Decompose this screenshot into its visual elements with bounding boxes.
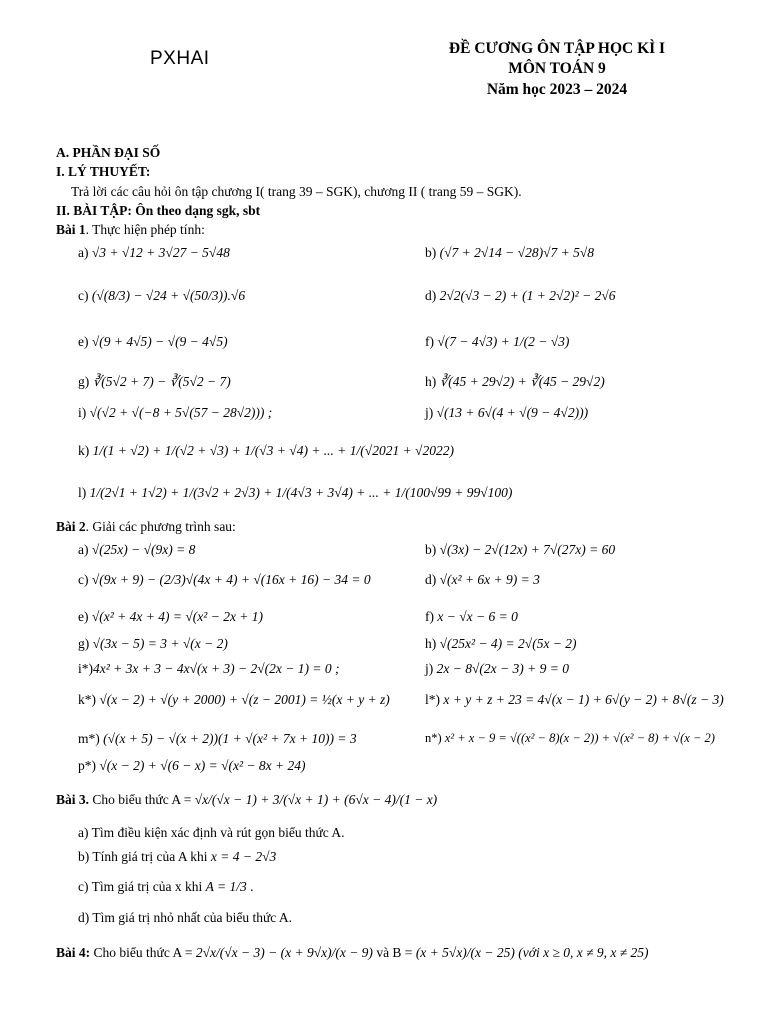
bai1-item-h: h) ∛(45 + 29√2) + ∛(45 − 29√2) [425, 374, 605, 389]
bai1-expr-c: (√(8/3) − √24 + √(50/3)).√6 [91, 288, 246, 303]
bai1-item-l: l) 1/(2√1 + 1√2) + 1/(3√2 + 2√3) + 1/(4√3 + 3√4) + ... + 1/(100√99 + 99√100) [78, 485, 513, 500]
logo-text: PXHAI [150, 48, 210, 69]
bai2-intro: . Giải các phương trình sau: [85, 519, 236, 534]
bai1-expr-b: (√7 + 2√14 − √28)√7 + 5√8 [439, 245, 594, 260]
bai1-expr-j: √(13 + 6√(4 + √(9 − 4√2))) [436, 405, 589, 420]
bai2-item-e: e) √(x² + 4x + 4) = √(x² − 2x + 1) [78, 609, 264, 624]
bai1-expr-l: 1/(2√1 + 1√2) + 1/(3√2 + 2√3) + 1/(4√3 + 3√4) + ... + 1/(100√99 + 99√100) [89, 485, 513, 500]
bai1-item-j: j) √(13 + 6√(4 + √(9 − 4√2))) [425, 405, 589, 420]
bai2-label: Bài 2 [56, 519, 86, 534]
bai1-expr-k: 1/(1 + √2) + 1/(√2 + √3) + 1/(√3 + √4) + ... + 1/(√2021 + √2022) [92, 443, 454, 458]
bai2-item-h: h) √(25x² − 4) = 2√(5x − 2) [425, 636, 577, 651]
bai4-condition: (với x ≥ 0, x ≠ 9, x ≠ 25) [518, 945, 649, 960]
bai2-expr-i: 4x² + 3x + 3 − 4x√(x + 3) − 2√(2x − 1) = 0 ; [93, 661, 340, 676]
bai2-expr-g: √(3x − 5) = 3 + √(x − 2) [92, 636, 228, 651]
bai2-item-m: m*) (√(x + 5) − √(x + 2))(1 + √(x² + 7x + 10)) = 3 [78, 731, 357, 746]
bai1-expr-i: √(√2 + √(−8 + 5√(57 − 28√2))) ; [89, 405, 273, 420]
bai2-expr-b: √(3x) − 2√(12x) + 7√(27x) = 60 [439, 542, 616, 557]
bai4-label: Bài 4: [56, 945, 91, 960]
bai1-expr-a: √3 + √12 + 3√27 − 5√48 [91, 245, 230, 260]
bai1-expr-d: 2√2(√3 − 2) + (1 + 2√2)² − 2√6 [439, 288, 616, 303]
bai3-intro: Cho biểu thức A = [92, 792, 192, 807]
bai1-item-i: i) √(√2 + √(−8 + 5√(57 − 28√2))) ; [78, 405, 273, 420]
bai3-label: Bài 3. [56, 792, 90, 807]
bai2-item-c: c) √(9x + 9) − (2/3)√(4x + 4) + √(16x + 16) − 34 = 0 [78, 572, 371, 587]
bai1-heading [56, 222, 205, 238]
bai4-intro: Cho biểu thức A = [93, 945, 193, 960]
bai1-item-f: f) √(7 − 4√3) + 1/(2 − √3) [425, 334, 570, 349]
bai4-expr-b: (x + 5√x)/(x − 25) [415, 945, 515, 960]
bai4-expr-a: 2√x/(√x − 3) − (x + 9√x)/(x − 9) [195, 945, 373, 960]
theory-text: Trả lời các câu hỏi ôn tập chương I( trang 39 – SGK), chương II ( trang 59 – SGK). [71, 184, 522, 199]
bai3-heading [56, 792, 437, 808]
bai2-item-k: k*) √(x − 2) + √(y + 2000) + √(z − 2001) = ½(x + y + z) [78, 692, 390, 707]
bai4-and-b: và B = [376, 945, 413, 960]
bai3-expr: √x/(√x − 1) + 3/(√x + 1) + (6√x − 4)/(1 − x) [194, 792, 438, 807]
bai1-intro: . Thực hiện phép tính: [85, 222, 205, 237]
bai1-item-a: a) √3 + √12 + 3√27 − 5√48 [78, 245, 230, 260]
exercises-heading: II. BÀI TẬP: Ôn theo dạng sgk, sbt [56, 203, 261, 218]
doc-title-line1: ĐỀ CƯƠNG ÔN TẬP HỌC KÌ I [448, 40, 666, 57]
bai2-expr-p: √(x − 2) + √(6 − x) = √(x² − 8x + 24) [99, 758, 306, 773]
doc-title-line2: MÔN TOÁN 9 [508, 60, 606, 77]
bai2-item-i: i*)4x² + 3x + 3 − 4x√(x + 3) − 2√(2x − 1) = 0 ; [78, 661, 340, 676]
bai2-expr-k: √(x − 2) + √(y + 2000) + √(z − 2001) = ½(x + y + z) [99, 692, 390, 707]
bai2-expr-c: √(9x + 9) − (2/3)√(4x + 4) + √(16x + 16) − 34 = 0 [91, 572, 371, 587]
section-part-a: A. PHẦN ĐẠI SỐ [56, 145, 161, 160]
bai1-item-e: e) √(9 + 4√5) − √(9 − 4√5) [78, 334, 228, 349]
bai2-expr-a: √(25x) − √(9x) = 8 [91, 542, 196, 557]
bai1-item-c: c) (√(8/3) − √24 + √(50/3)).√6 [78, 288, 246, 303]
bai2-expr-h: √(25x² − 4) = 2√(5x − 2) [439, 636, 577, 651]
bai2-expr-j: 2x − 8√(2x − 3) + 9 = 0 [436, 661, 569, 676]
bai2-item-a: a) √(25x) − √(9x) = 8 [78, 542, 196, 557]
doc-title-line3: Năm học 2023 – 2024 [486, 81, 628, 98]
bai2-heading [56, 519, 236, 535]
bai1-item-k: k) 1/(1 + √2) + 1/(√2 + √3) + 1/(√3 + √4) + ... + 1/(√2021 + √2022) [78, 443, 454, 458]
bai2-item-n: n*) x² + x − 9 = √((x² − 8)(x − 2)) + √(x² − 8) + √(x − 2) [425, 731, 715, 745]
bai1-label: Bài 1 [56, 222, 86, 237]
bai1-expr-e: √(9 + 4√5) − √(9 − 4√5) [91, 334, 228, 349]
bai4-heading [56, 945, 649, 961]
bai2-expr-l: x + y + z + 23 = 4√(x − 1) + 6√(y − 2) + 8√(z − 3) [443, 692, 724, 707]
bai3-part-d: d) Tìm giá trị nhỏ nhất của biểu thức A. [78, 910, 293, 925]
bai1-expr-h: ∛(45 + 29√2) + ∛(45 − 29√2) [439, 374, 605, 389]
bai2-item-p: p*) √(x − 2) + √(6 − x) = √(x² − 8x + 24) [78, 758, 306, 773]
bai2-item-j: j) 2x − 8√(2x − 3) + 9 = 0 [425, 661, 569, 676]
bai2-item-g: g) √(3x − 5) = 3 + √(x − 2) [78, 636, 228, 651]
theory-heading: I. LÝ THUYẾT: [56, 164, 151, 179]
bai1-item-b: b) (√7 + 2√14 − √28)√7 + 5√8 [425, 245, 594, 260]
bai1-expr-f: √(7 − 4√3) + 1/(2 − √3) [437, 334, 570, 349]
bai2-item-d: d) √(x² + 6x + 9) = 3 [425, 572, 540, 587]
bai2-expr-f: x − √x − 6 = 0 [437, 609, 518, 624]
bai2-expr-e: √(x² + 4x + 4) = √(x² − 2x + 1) [91, 609, 264, 624]
bai3-part-c-expr: A = 1/3 [205, 879, 247, 894]
bai2-expr-n: x² + x − 9 = √((x² − 8)(x − 2)) + √(x² − 8) + √(x − 2) [444, 731, 715, 745]
bai2-expr-d: √(x² + 6x + 9) = 3 [439, 572, 540, 587]
bai3-part-c: c) Tìm giá trị của x khi A = 1/3 . [78, 879, 254, 894]
bai2-item-l: l*) x + y + z + 23 = 4√(x − 1) + 6√(y − 2) + 8√(z − 3) [425, 692, 724, 707]
bai3-part-b-expr: x = 4 − 2√3 [210, 849, 277, 864]
bai2-expr-m: (√(x + 5) − √(x + 2))(1 + √(x² + 7x + 10)) = 3 [103, 731, 357, 746]
bai3-part-b: b) Tính giá trị của A khi x = 4 − 2√3 [78, 849, 277, 864]
bai2-item-f: f) x − √x − 6 = 0 [425, 609, 518, 624]
bai2-item-b: b) √(3x) − 2√(12x) + 7√(27x) = 60 [425, 542, 616, 557]
bai3-part-a: a) Tìm điều kiện xác định và rút gọn biểu thức A. [78, 825, 345, 840]
bai1-expr-g: ∛(5√2 + 7) − ∛(5√2 − 7) [92, 374, 231, 389]
bai1-item-d: d) 2√2(√3 − 2) + (1 + 2√2)² − 2√6 [425, 288, 616, 303]
bai1-item-g: g) ∛(5√2 + 7) − ∛(5√2 − 7) [78, 374, 231, 389]
